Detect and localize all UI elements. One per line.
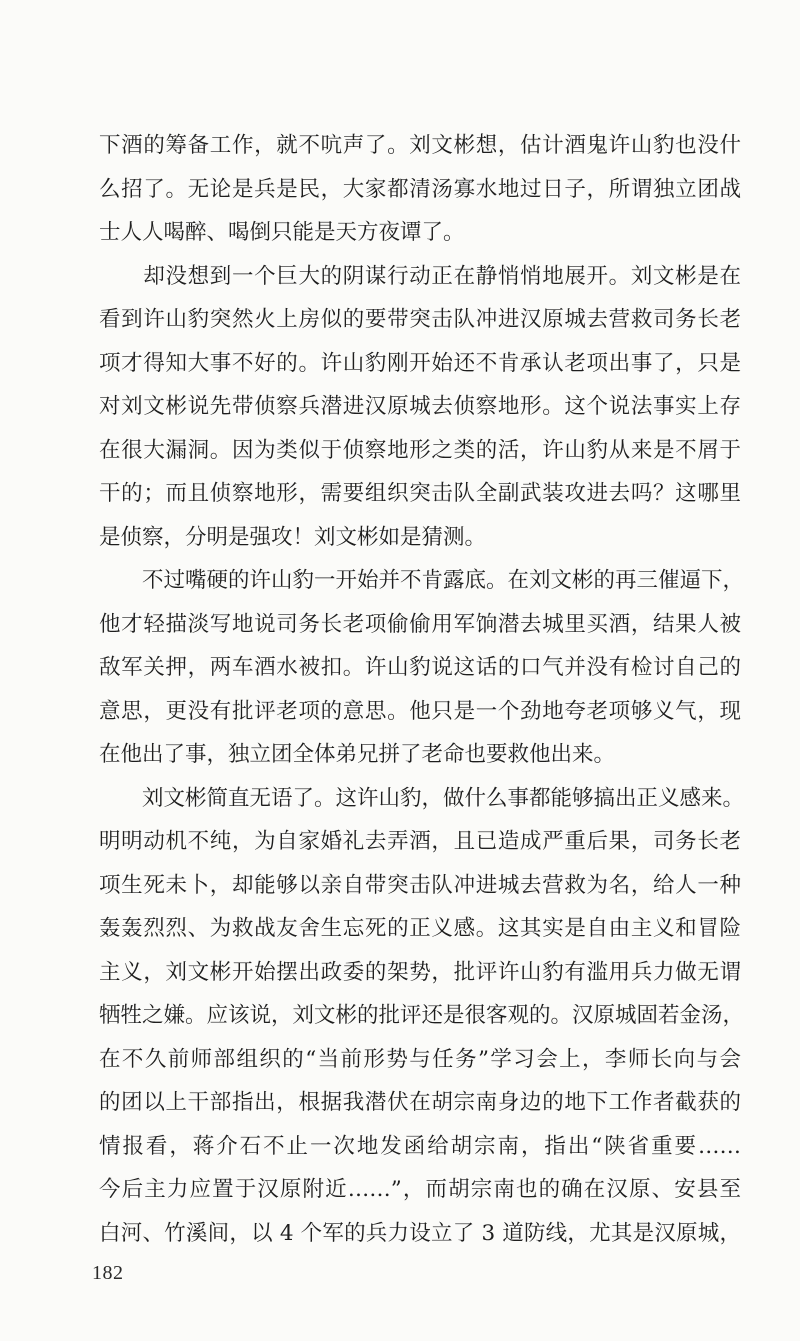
- text-line: 刘文彬简直无语了。这许山豹，做什么事都能够搞出正义感来。: [99, 785, 745, 811]
- page-number: 182: [92, 1262, 124, 1284]
- text-line: 看到许山豹突然火上房似的要带突击队冲进汉原城去营救司务长老: [99, 307, 741, 332]
- text-line: 干的；而且侦察地形，需要组织突击队全副武装攻进去吗？这哪里: [99, 481, 741, 506]
- text-line: 是侦察，分明是强攻！刘文彬如是猜测。: [99, 524, 487, 550]
- text-line: 白河、竹溪间，以 4 个军的兵力设立了 3 道防线，尤其是汉原城，: [99, 1220, 741, 1246]
- text-line: 么招了。无论是兵是民，大家都清汤寡水地过日子，所谓独立团战: [99, 176, 741, 202]
- text-line: 情报看，蒋介石不止一次地发函给胡宗南，指出“陕省重要……: [99, 1133, 741, 1159]
- body-text: [99, 124, 745, 1255]
- text-line: 牺牲之嫌。应该说，刘文彬的批评还是很客观的。汉原城固若金汤，: [99, 1003, 745, 1028]
- text-line: 轰轰烈烈、为救战友舍生忘死的正义感。这其实是自由主义和冒险: [99, 916, 741, 941]
- text-line: 的团以上干部指出，根据我潜伏在胡宗南身边的地下工作者截获的: [99, 1090, 741, 1115]
- text-line: 主义，刘文彬开始摆出政委的架势，批评许山豹有滥用兵力做无谓: [99, 959, 741, 985]
- text-line: 明明动机不纯，为自家婚礼去弄酒，且已造成严重后果，司务长老: [99, 829, 741, 854]
- text-line: 却没想到一个巨大的阴谋行动正在静悄悄地展开。刘文彬是在: [99, 263, 741, 289]
- text-line: 下酒的筹备工作，就不吭声了。刘文彬想，估计酒鬼许山豹也没什: [99, 133, 741, 158]
- text-line: 不过嘴硬的许山豹一开始并不肯露底。在刘文彬的再三催逼下，: [99, 568, 745, 593]
- text-line: 他才轻描淡写地说司务长老项偷偷用军饷潜去城里买酒，结果人被: [99, 611, 741, 637]
- text-line: 在不久前师部组织的“当前形势与任务”学习会上，李师长向与会: [99, 1046, 741, 1072]
- text-line: 今后主力应置于汉原附近……”，而胡宗南也的确在汉原、安县至: [99, 1177, 741, 1202]
- text-line: 项才得知大事不好的。许山豹刚开始还不肯承认老项出事了，只是: [99, 350, 741, 376]
- text-line: 意思，更没有批评老项的意思。他只是一个劲地夸老项够义气，现: [99, 698, 741, 724]
- text-line: 在他出了事，独立团全体弟兄拼了老命也要救他出来。: [99, 742, 616, 767]
- text-line: 士人人喝醉、喝倒只能是天方夜谭了。: [99, 220, 465, 245]
- text-line: 在很大漏洞。因为类似于侦察地形之类的活，许山豹从来是不屑于: [99, 437, 741, 463]
- text-line: 对刘文彬说先带侦察兵潜进汉原城去侦察地形。这个说法事实上存: [99, 394, 741, 419]
- text-line: 敌军关押，两车酒水被扣。许山豹说这话的口气并没有检讨自己的: [99, 655, 741, 680]
- text-line: 项生死未卜，却能够以亲自带突击队冲进城去营救为名，给人一种: [99, 872, 741, 898]
